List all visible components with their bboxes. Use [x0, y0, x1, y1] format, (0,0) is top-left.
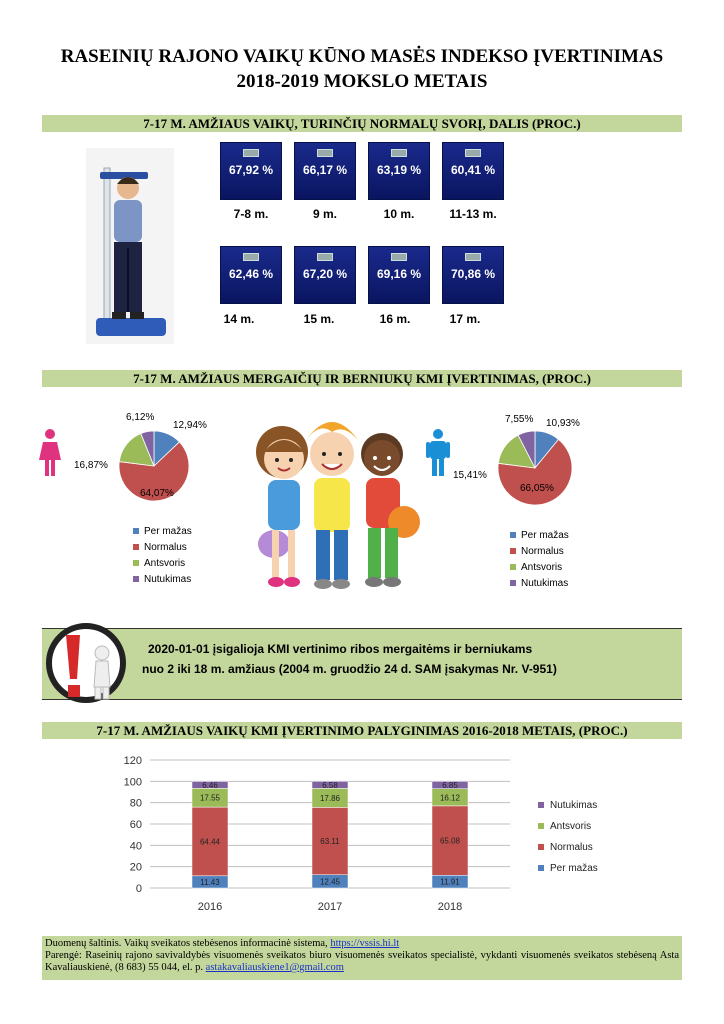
pie-label: 64,07%	[140, 488, 174, 499]
age-label: 15 m.	[303, 312, 335, 326]
section2-heading: 7-17 M. AMŽIAUS MERGAIČIŲ IR BERNIUKŲ KMI ĮVERTINIMAS, (PROC.)	[42, 370, 682, 387]
bar-data-label: 6.46	[202, 780, 218, 790]
pie-label: 12,94%	[173, 420, 207, 431]
bar-data-label: 6.85	[442, 781, 458, 791]
scale-display-icon	[391, 149, 407, 157]
pie-label: 16,87%	[74, 460, 108, 471]
legend-label: Normalus	[521, 546, 564, 557]
footer-prepared	[42, 950, 682, 974]
scale-display-icon	[317, 253, 333, 261]
child-measuring-illustration	[86, 148, 174, 344]
girls-pie-legend	[133, 524, 192, 588]
legend-label: Nutukimas	[144, 574, 192, 585]
age-label: 14 m.	[223, 312, 255, 326]
bar-data-label: 17.55	[199, 793, 221, 803]
legend-label: Per mažas	[550, 863, 598, 874]
age-label: 11-13 m.	[449, 207, 497, 221]
bar-data-label: 65.08	[439, 836, 461, 846]
legend-item	[510, 560, 569, 576]
scale-card	[368, 246, 430, 304]
notice-line1: 2020-01-01 įsigalioja KMI vertinimo ribos mergaitėms ir berniukams	[148, 642, 533, 656]
legend-label: Normalus	[550, 842, 593, 853]
scale-value: 70,86 %	[450, 267, 496, 281]
scale-display-icon	[317, 149, 333, 157]
legend-item	[510, 544, 569, 560]
pie-label: 15,41%	[453, 470, 487, 481]
legend-label: Antsvoris	[521, 562, 563, 573]
y-tick-label: 20	[129, 861, 142, 874]
scale-card	[220, 142, 282, 200]
x-tick-label: 2016	[197, 901, 223, 913]
legend-swatch	[538, 823, 544, 829]
x-tick-label: 2017	[317, 901, 343, 913]
page-title	[0, 44, 724, 94]
scale-card	[294, 246, 356, 304]
warning-exclamation-icon	[46, 617, 130, 709]
legend-label: Per mažas	[521, 530, 569, 541]
page-title-line1: RASEINIŲ RAJONO VAIKŲ KŪNO MASĖS INDEKSO ĮVERTINIMAS	[60, 46, 664, 67]
x-tick-label: 2018	[437, 901, 463, 913]
y-tick-label: 100	[123, 776, 142, 789]
legend-label: Nutukimas	[550, 800, 598, 811]
pie-label: 6,12%	[126, 412, 155, 423]
scale-card	[220, 246, 282, 304]
age-label: 16 m.	[379, 312, 411, 326]
scale-display-icon	[465, 253, 481, 261]
scale-value: 67,20 %	[302, 267, 348, 281]
scale-display-icon	[243, 149, 259, 157]
section1-heading: 7-17 M. AMŽIAUS VAIKŲ, TURINČIŲ NORMALŲ SVORĮ, DALIS (PROC.)	[42, 115, 682, 132]
bar-data-label: 17.86	[319, 793, 341, 803]
legend-item	[510, 528, 569, 544]
bar-data-label: 12.45	[319, 877, 341, 887]
pie-label: 10,93%	[546, 418, 580, 429]
scale-card	[294, 142, 356, 200]
legend-item	[133, 572, 192, 588]
bar-data-label: 64.44	[199, 837, 221, 847]
age-label: 9 m.	[312, 207, 337, 221]
legend-swatch	[538, 865, 544, 871]
y-tick-label: 40	[129, 840, 142, 853]
scale-card	[368, 142, 430, 200]
scale-card	[442, 246, 504, 304]
age-label: 7-8 m.	[233, 207, 269, 221]
bar-data-label: 63.11	[320, 837, 340, 847]
bar-data-label: 6.58	[322, 780, 338, 790]
legend-item	[510, 576, 569, 592]
age-label: 17 m.	[449, 312, 481, 326]
scale-display-icon	[391, 253, 407, 261]
scale-value: 69,16 %	[376, 267, 422, 281]
legend-label: Per mažas	[144, 526, 192, 537]
notice-line2: nuo 2 iki 18 m. amžiaus (2004 m. gruodžio 24 d. SAM įsakymas Nr. V-951)	[142, 662, 557, 676]
legend-item	[133, 524, 192, 540]
girl-icon	[38, 428, 62, 478]
legend-label: Antsvoris	[550, 821, 592, 832]
scale-value: 62,46 %	[228, 267, 274, 281]
legend-label: Antsvoris	[144, 558, 186, 569]
section3-heading: 7-17 M. AMŽIAUS VAIKŲ KMI ĮVERTINIMO PALYGINIMAS 2016-2018 METAIS, (PROC.)	[42, 722, 682, 739]
footer	[42, 936, 682, 980]
boy-icon	[425, 428, 451, 478]
y-tick-label: 120	[123, 755, 142, 767]
stacked-bar-chart	[110, 750, 630, 920]
children-illustration	[244, 404, 420, 604]
scale-card	[442, 142, 504, 200]
scale-value: 60,41 %	[450, 163, 496, 177]
scale-display-icon	[465, 149, 481, 157]
y-tick-label: 0	[135, 883, 142, 895]
boys-pie-chart	[497, 430, 573, 506]
footer-source	[42, 936, 682, 950]
email-link[interactable]: astakavaliauskiene1@gmail.com	[205, 962, 344, 973]
legend-item	[133, 540, 192, 556]
scale-display-icon	[243, 253, 259, 261]
y-tick-label: 80	[129, 797, 142, 810]
scale-value: 67,92 %	[228, 163, 274, 177]
legend-swatch	[538, 844, 544, 850]
footer-source-text: Duomenų šaltinis. Vaikų sveikatos stebėsenos informacinė sistema,	[45, 938, 331, 949]
notice-text	[142, 639, 682, 679]
bar-data-label: 16.12	[439, 793, 461, 803]
legend-swatch	[538, 802, 544, 808]
y-tick-label: 60	[129, 819, 142, 831]
scale-value: 66,17 %	[302, 163, 348, 177]
boys-pie-legend	[510, 528, 569, 592]
legend-label: Normalus	[144, 542, 187, 553]
pie-label: 66,05%	[520, 483, 554, 494]
page-title-line2: 2018-2019 MOKSLO METAIS	[236, 71, 488, 92]
source-link[interactable]: https://vssis.hi.lt	[330, 938, 400, 949]
footer-prepared-text: Parengė: Raseinių rajono savivaldybės visuomenės sveikatos biuro visuomenės sveikatos specialistė, vykdanti visuomenės sveikatos stebėseną Asta Kavaliauskienė, (8 683) 55 044, el. p.	[45, 950, 679, 973]
age-label: 10 m.	[383, 207, 415, 221]
scale-value: 63,19 %	[376, 163, 422, 177]
bar-data-label: 11.43	[200, 877, 220, 887]
notice-banner	[42, 628, 682, 700]
legend-item	[133, 556, 192, 572]
legend-label: Nutukimas	[521, 578, 569, 589]
bar-data-label: 11.91	[440, 877, 460, 887]
pie-label: 7,55%	[505, 414, 534, 425]
